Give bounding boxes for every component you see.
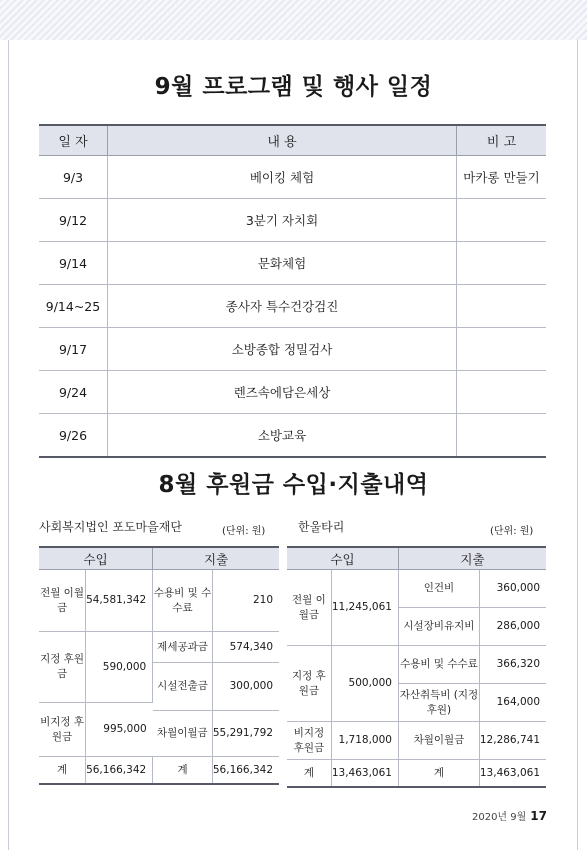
right-expense-label: 인건비	[398, 570, 479, 608]
row-date: 9/14~25	[39, 285, 108, 328]
table-row	[39, 414, 546, 458]
right-income-total: 13,463,061	[331, 760, 398, 788]
right-income-value: 1,718,000	[331, 722, 398, 760]
left-expense-header: 지출	[153, 547, 279, 570]
left-expense-label: 제세공과금	[153, 632, 213, 663]
header-date: 일 자	[39, 125, 108, 156]
header-content: 내 용	[108, 125, 457, 156]
table-row	[39, 328, 546, 371]
row-date: 9/12	[39, 199, 108, 242]
right-expense-value: 360,000	[479, 570, 546, 608]
header-note: 비 고	[457, 125, 547, 156]
right-income-label: 지정 후원금	[287, 646, 331, 722]
left-income-total: 56,166,342	[86, 757, 153, 785]
left-expense-value: 55,291,792	[212, 711, 279, 757]
left-margin-rule	[8, 40, 9, 850]
table-row	[39, 156, 546, 199]
row-content: 렌즈속에담은세상	[108, 371, 457, 414]
row-note	[457, 199, 547, 242]
donation-title: 8월 후원금 수입·지출내역	[158, 472, 429, 498]
left-expense-value: 300,000	[212, 663, 279, 711]
left-income-value: 590,000	[86, 632, 153, 703]
left-finance-table	[39, 546, 279, 785]
table-row	[39, 371, 546, 414]
row-content: 소방종합 정밀검사	[108, 328, 457, 371]
right-income-value: 500,000	[331, 646, 398, 722]
footer-date: 2020년 9월	[471, 812, 527, 823]
row-content: 소방교육	[108, 414, 457, 458]
row-note	[457, 414, 547, 458]
left-expense-label: 수용비 및 수수료	[153, 570, 213, 632]
right-org-name: 한울타리	[298, 520, 345, 534]
row-date: 9/26	[39, 414, 108, 458]
row-note: 마카롱 만들기	[457, 156, 547, 199]
table-row	[39, 242, 546, 285]
right-expense-value: 12,286,741	[479, 722, 546, 760]
table-row	[39, 199, 546, 242]
left-expense-value: 574,340	[212, 632, 279, 663]
left-expense-label: 차월이월금	[153, 711, 213, 757]
row-date: 9/14	[39, 242, 108, 285]
schedule-header-row	[39, 125, 546, 156]
right-expense-total: 13,463,061	[479, 760, 546, 788]
right-total-label: 계	[398, 760, 479, 788]
left-unit: (단위: 원)	[222, 526, 266, 537]
left-income-header: 수입	[39, 547, 153, 570]
left-org-name: 사회복지법인 포도마을재단	[39, 520, 182, 534]
right-expense-label: 시설장비유지비	[398, 608, 479, 646]
row-content: 종사자 특수건강검진	[108, 285, 457, 328]
left-income-label: 비지정 후원금	[39, 703, 86, 757]
row-content: 3분기 자치회	[108, 199, 457, 242]
right-expense-header: 지출	[398, 547, 546, 570]
right-margin-rule	[577, 40, 578, 850]
row-content: 베이킹 체험	[108, 156, 457, 199]
right-expense-label: 수용비 및 수수료	[398, 646, 479, 684]
table-row	[39, 285, 546, 328]
row-content: 문화체험	[108, 242, 457, 285]
left-total-label: 계	[153, 757, 213, 785]
row-note	[457, 371, 547, 414]
left-expense-label: 시설전출금	[153, 663, 213, 711]
left-income-value: 54,581,342	[86, 570, 153, 632]
right-expense-label: 차월이월금	[398, 722, 479, 760]
right-total-label: 계	[287, 760, 331, 788]
right-income-value: 11,245,061	[331, 570, 398, 646]
right-income-label: 전월 이월금	[287, 570, 331, 646]
right-income-label: 비지정 후원금	[287, 722, 331, 760]
right-income-header: 수입	[287, 547, 398, 570]
page-number: 17	[530, 809, 547, 823]
right-unit: (단위: 원)	[490, 526, 534, 537]
schedule-table	[39, 124, 546, 458]
right-expense-label: 자산취득비 (지정 후원)	[398, 684, 479, 722]
left-expense-value: 210	[212, 570, 279, 632]
right-finance-table	[287, 546, 546, 788]
left-expense-total: 56,166,342	[212, 757, 279, 785]
row-date: 9/17	[39, 328, 108, 371]
row-date: 9/24	[39, 371, 108, 414]
right-expense-value: 366,320	[479, 646, 546, 684]
left-income-label: 전월 이월금	[39, 570, 86, 632]
right-expense-value: 286,000	[479, 608, 546, 646]
row-note	[457, 285, 547, 328]
schedule-title: 9월 프로그램 및 행사 일정	[154, 74, 433, 100]
row-date: 9/3	[39, 156, 108, 199]
left-total-label: 계	[39, 757, 86, 785]
right-expense-value: 164,000	[479, 684, 546, 722]
left-income-label: 지정 후원금	[39, 632, 86, 703]
row-note	[457, 328, 547, 371]
left-income-value: 995,000	[86, 703, 153, 757]
page-footer	[420, 808, 547, 823]
header-band	[0, 0, 587, 40]
row-note	[457, 242, 547, 285]
